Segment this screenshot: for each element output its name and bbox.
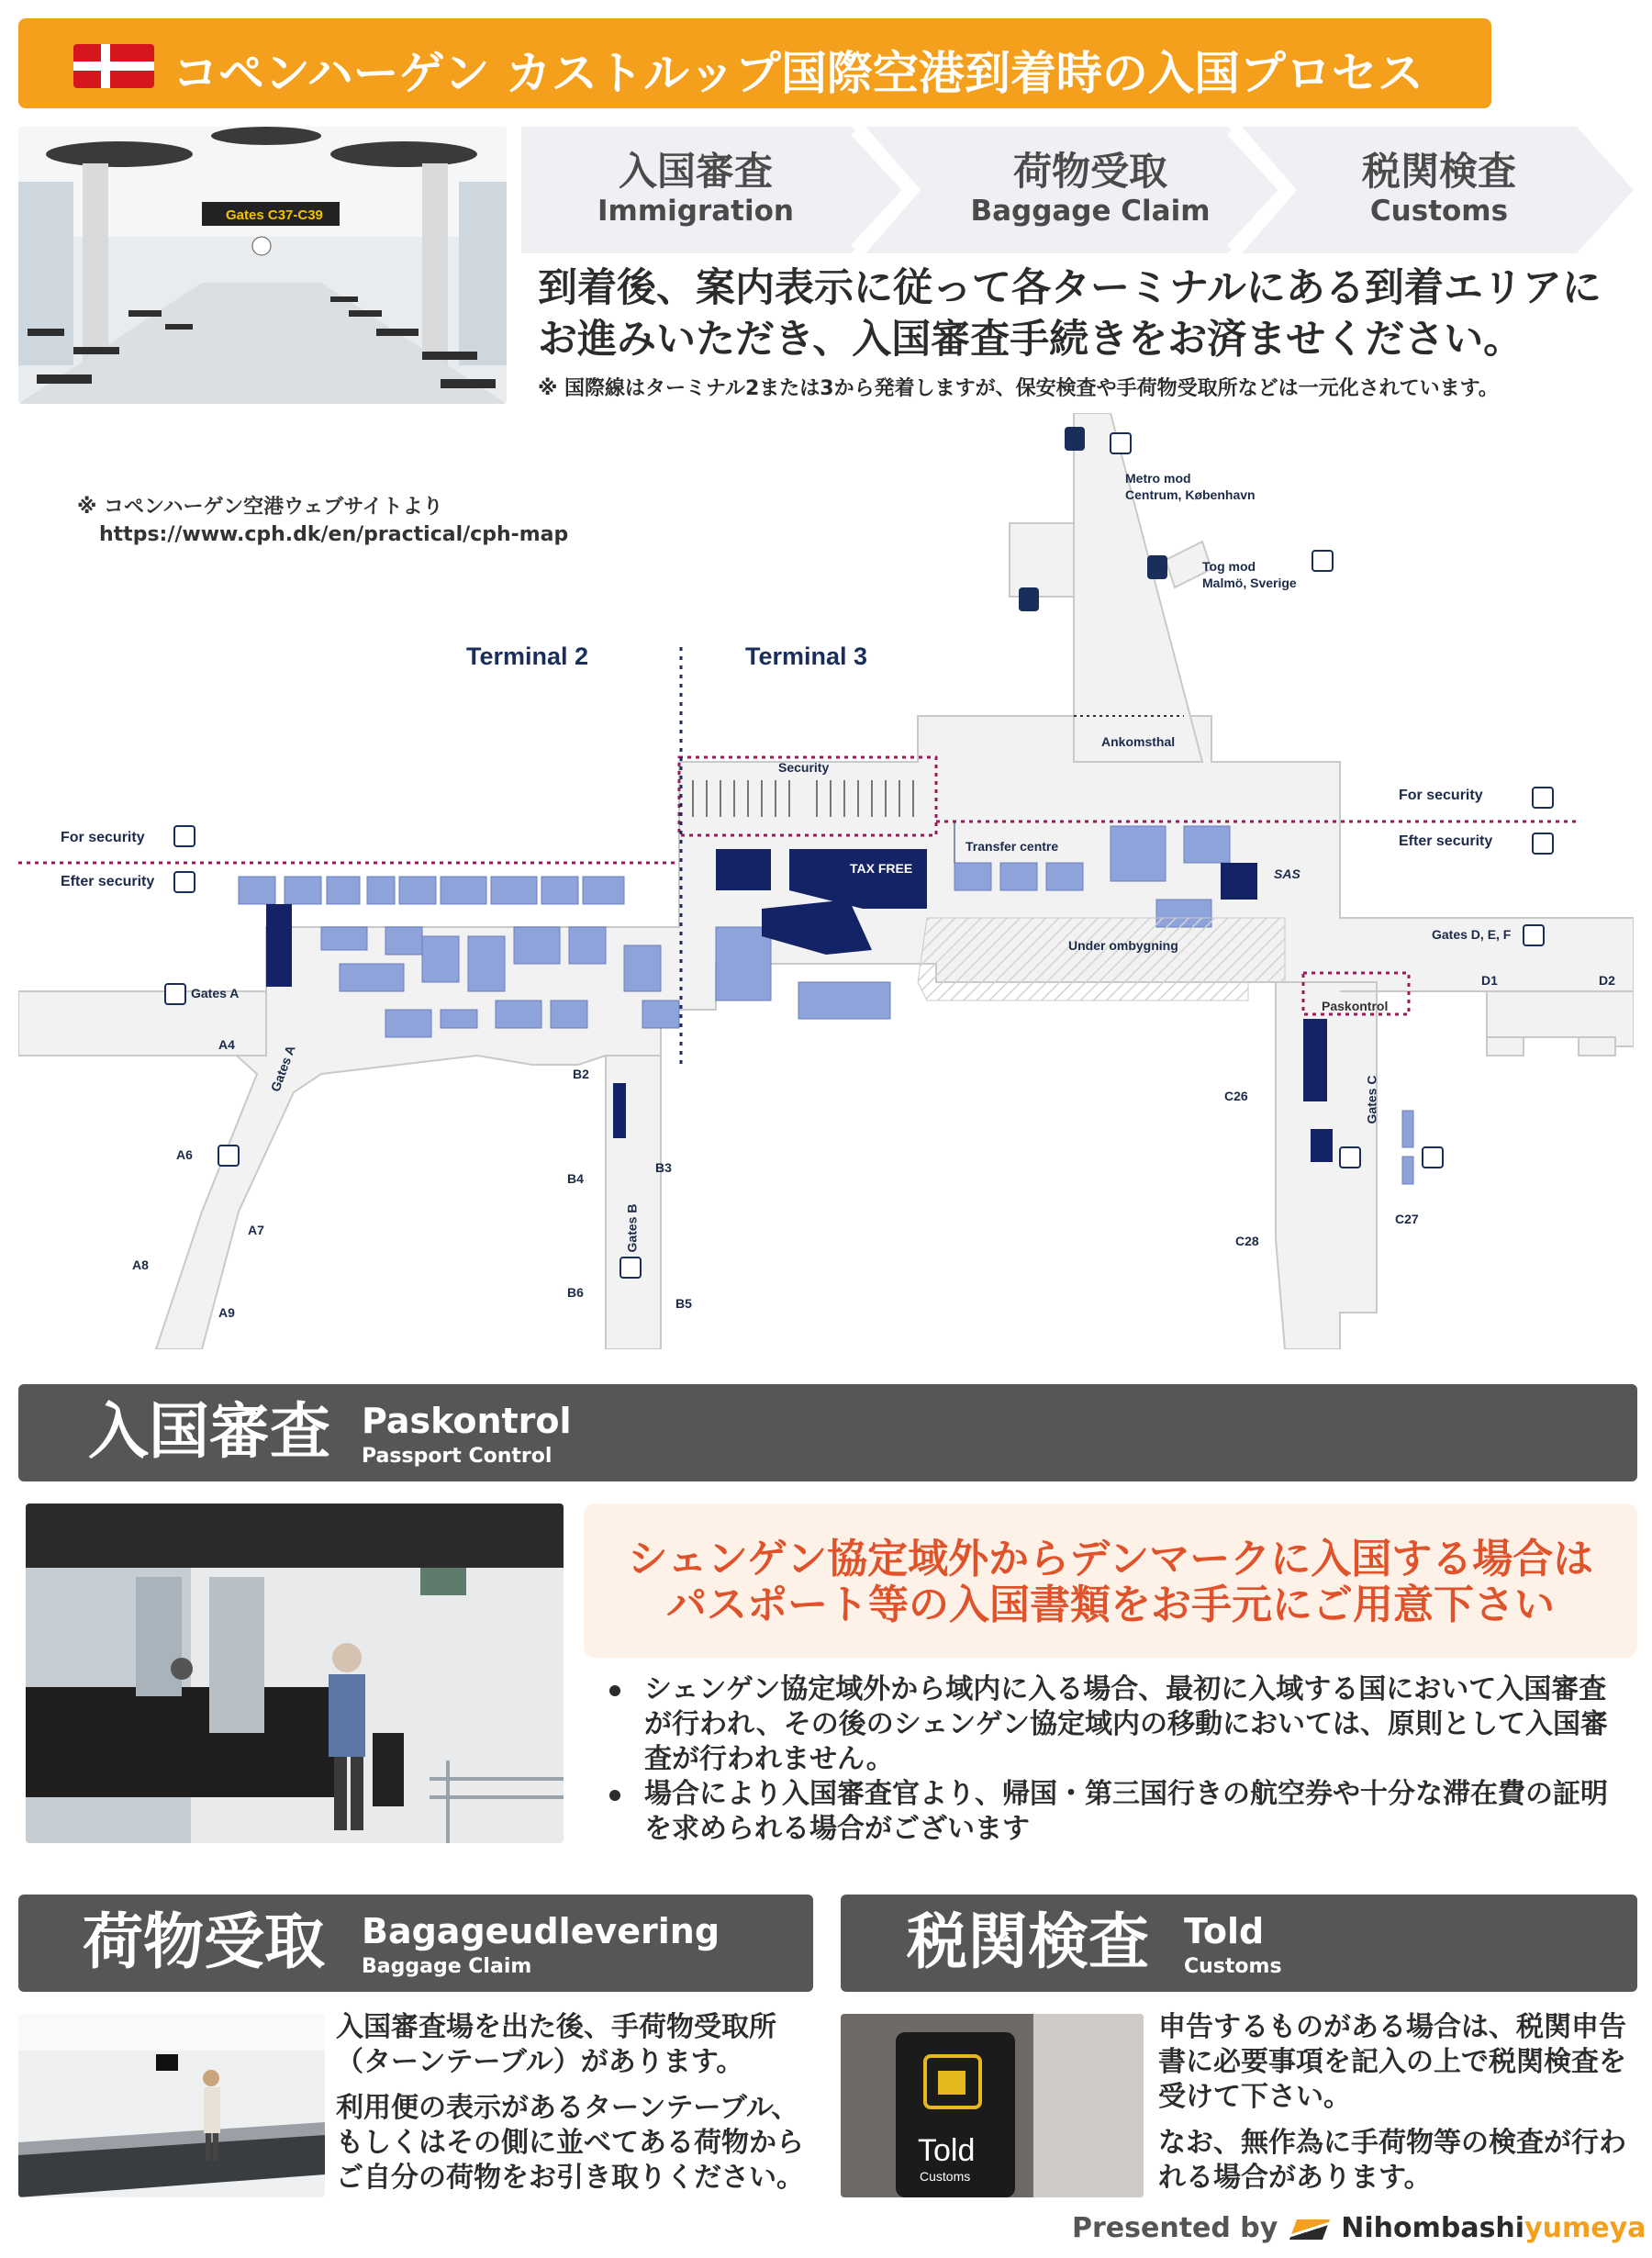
metro-label-2: Centrum, København <box>1125 487 1256 502</box>
lead-text <box>538 263 1639 365</box>
paskontrol-map-label: Paskontrol <box>1322 999 1389 1013</box>
lead-note: ※ 国際線はターミナル2または3から発着しますが、保安検査や手荷物受取所などは一元化されています。 <box>538 377 1499 400</box>
gates-b-label: Gates B <box>624 1203 640 1253</box>
security-label: Security <box>778 760 830 775</box>
terminal-photo <box>18 127 507 404</box>
passport-control-photo <box>26 1503 564 1843</box>
gate-d2: D2 <box>1599 973 1615 988</box>
efter-security-right: Efter security <box>1399 833 1493 849</box>
customs-paragraph-2: なお、無作為に手荷物等の検査が行われる場合があります。 <box>1158 2127 1626 2194</box>
map-source <box>77 494 568 549</box>
baggage-text <box>336 2010 817 2196</box>
gate-b3: B3 <box>655 1160 672 1175</box>
under-construction-label: Under ombygning <box>1068 938 1178 953</box>
step-baggage-en: Baggage Claim <box>970 195 1211 228</box>
baggage-paragraph-2: 利用便の表示があるターンテーブル、もしくはその側に並べてある荷物からご自分の荷物をお引き取りください。 <box>336 2092 804 2194</box>
train-label-2: Malmö, Sverige <box>1202 576 1297 590</box>
presented-by-label: Presented by <box>1072 2212 1278 2244</box>
customs-section-bar <box>841 1895 1637 1992</box>
gate-c26: C26 <box>1224 1089 1248 1103</box>
terminal3-label: Terminal 3 <box>745 643 868 670</box>
baggage-paragraph-1: 入国審査場を出た後、手荷物受取所（ターンテーブル）があります。 <box>336 2011 776 2078</box>
baggage-claim-photo <box>18 2014 325 2197</box>
transfer-label: Transfer centre <box>966 839 1059 854</box>
gate-a9: A9 <box>218 1305 235 1320</box>
metro-label <box>1125 470 1256 503</box>
for-security-right: For security <box>1399 788 1483 803</box>
alert-line-1: シェンゲン協定域外からデンマークに入国する場合は <box>627 1536 1594 1582</box>
immigration-bullets <box>606 1672 1634 1847</box>
gate-a4: A4 <box>218 1037 235 1052</box>
baggage-title-en: Bagageudlevering <box>362 1911 720 1951</box>
footer-credit <box>1072 2212 1646 2244</box>
lead-line-1: 到着後、案内表示に従って各ターミナルにある到着エリアに <box>538 265 1602 311</box>
hero-gate-sign: Gates C37-C39 <box>226 207 323 223</box>
customs-title-jp: 税関検査 <box>907 1906 1149 1977</box>
step-immigration-en: Immigration <box>597 195 794 228</box>
gate-c27: C27 <box>1395 1212 1419 1226</box>
gates-a-vertical: Gates A <box>267 1043 298 1094</box>
customs-sign-subtext: Customs <box>920 2169 971 2184</box>
gate-a6: A6 <box>176 1147 193 1162</box>
gate-b2: B2 <box>573 1067 589 1081</box>
customs-sign-text: Told <box>918 2133 976 2168</box>
train-label <box>1202 558 1297 591</box>
baggage-subtitle-en: Baggage Claim <box>362 1955 532 1978</box>
page-title: コペンハーゲン カストルップ国際空港到着時の入国プロセス <box>173 47 1423 100</box>
bullet-text-2: 場合により入国審査官より、帰国・第三国行きの航空券や十分な滞在費の証明を求められる場合がございます <box>644 1778 1608 1845</box>
lead-line-2: お進みいただき、入国審査手続きをお済ませください。 <box>538 317 1524 363</box>
airport-map <box>18 413 1634 1349</box>
title-bar <box>18 18 1491 108</box>
immigration-title-jp: 入国審査 <box>88 1396 330 1467</box>
map-source-note: ※ コペンハーゲン空港ウェブサイトより <box>77 496 443 519</box>
customs-subtitle-en: Customs <box>1184 1955 1282 1978</box>
step-baggage-jp: 荷物受取 <box>1012 149 1167 194</box>
step-immigration-jp: 入国審査 <box>618 149 773 194</box>
gate-c28: C28 <box>1235 1234 1259 1248</box>
for-security-left: For security <box>61 830 145 845</box>
gates-a-label: Gates A <box>191 986 240 1000</box>
step-customs-en: Customs <box>1369 195 1509 228</box>
process-steps <box>521 127 1634 253</box>
brand-name-part1: Nihombashi <box>1341 2212 1525 2244</box>
immigration-subtitle-en: Passport Control <box>362 1445 553 1468</box>
gate-d1: D1 <box>1481 973 1498 988</box>
denmark-flag-icon <box>73 44 154 88</box>
gate-a7: A7 <box>248 1223 264 1237</box>
step-immigration <box>576 149 815 228</box>
baggage-title-jp: 荷物受取 <box>83 1906 325 1977</box>
step-customs-jp: 税関検査 <box>1361 149 1516 194</box>
gate-b4: B4 <box>567 1171 584 1186</box>
ankomsthal-label: Ankomsthal <box>1101 734 1176 749</box>
map-drawing <box>18 413 1634 1349</box>
brand-logo-icon <box>1289 2219 1330 2240</box>
customs-text <box>1158 2010 1639 2196</box>
tax-free-label: TAX FREE <box>850 861 913 876</box>
bullet-item <box>606 1672 1634 1777</box>
step-baggage <box>962 149 1219 228</box>
immigration-title-en: Paskontrol <box>362 1401 572 1441</box>
customs-paragraph-1: 申告するものがある場合は、税関申告書に必要事項を記入の上で税関検査を受けて下さい。 <box>1158 2011 1626 2113</box>
gates-def-label: Gates D, E, F <box>1432 927 1512 942</box>
bullet-item <box>606 1777 1634 1847</box>
terminal2-label: Terminal 2 <box>466 643 589 670</box>
baggage-section-bar <box>18 1895 813 1992</box>
map-source-url: https://www.cph.dk/en/practical/cph-map <box>99 523 569 546</box>
gates-c-label: Gates C <box>1364 1075 1379 1124</box>
gate-b5: B5 <box>675 1296 692 1311</box>
bullet-text-1: シェンゲン協定域外から域内に入る場合、最初に入域する国において入国審査が行われ、その後のシェンゲン協定域内の移動においては、原則として入国審査が行われません。 <box>644 1673 1608 1775</box>
customs-sign-photo <box>841 2014 1144 2197</box>
sas-label: SAS <box>1274 866 1300 881</box>
alert-line-2: パスポート等の入国書類をお手元にご用意下さい <box>666 1582 1555 1628</box>
step-customs <box>1329 149 1549 228</box>
gate-b6: B6 <box>567 1285 584 1300</box>
train-label-1: Tog mod <box>1202 559 1256 574</box>
gate-a8: A8 <box>132 1258 149 1272</box>
immigration-section-bar <box>18 1384 1637 1481</box>
schengen-alert <box>584 1503 1637 1658</box>
customs-title-en: Told <box>1184 1911 1265 1951</box>
metro-label-1: Metro mod <box>1125 471 1191 486</box>
brand-name-part2: yumeya <box>1524 2212 1646 2244</box>
efter-security-left: Efter security <box>61 874 155 889</box>
